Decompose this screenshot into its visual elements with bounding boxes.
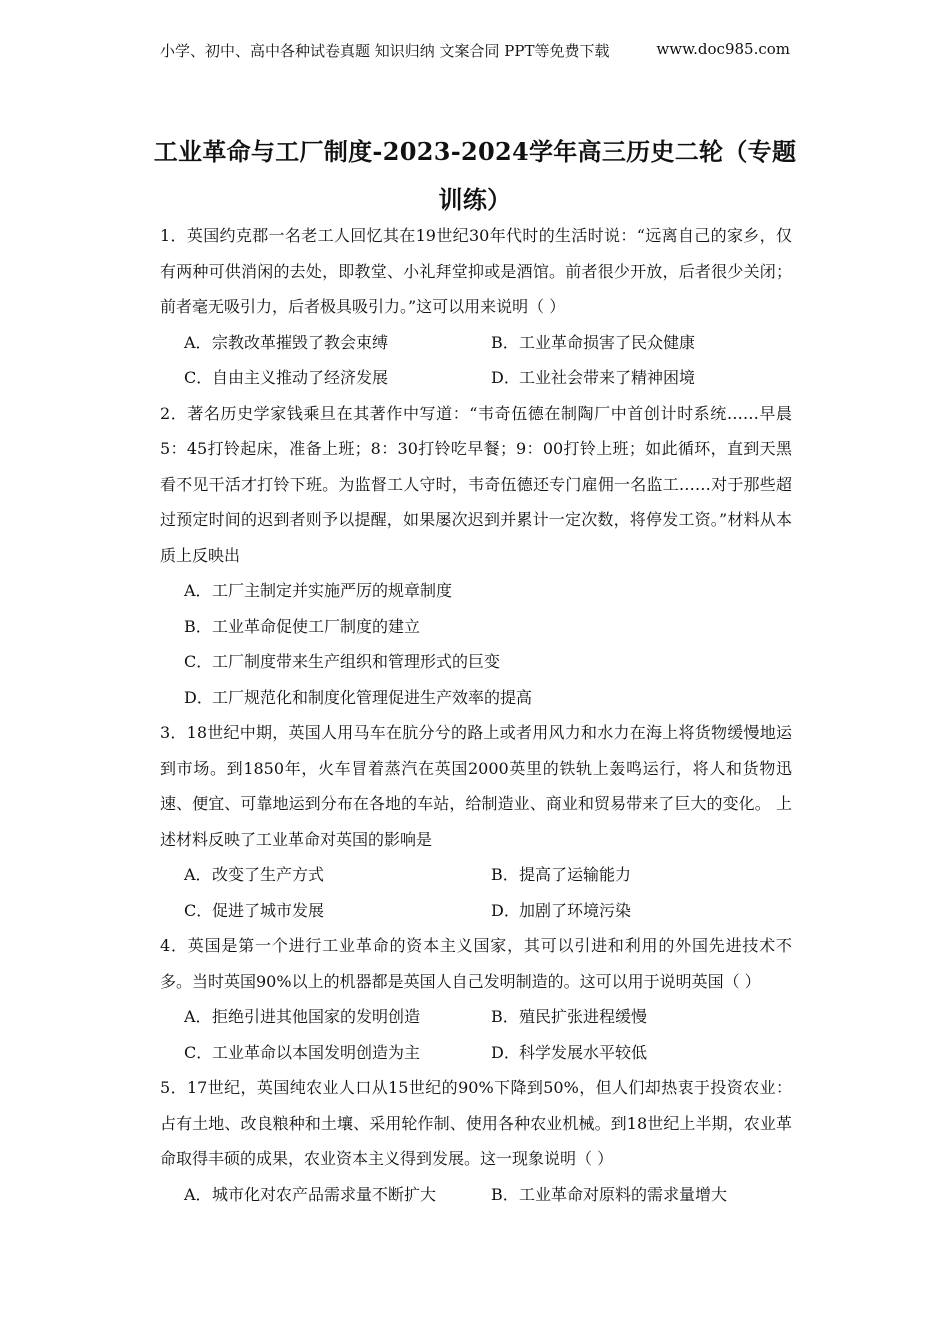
question-5-stem: 5．17世纪，英国纯农业人口从15世纪的90%下降到50%，但人们却热衷于投资农业：占有土地、改良粮种和土壤、采用轮作制、使用各种农业机械。到18世纪上半期，农业革命取得丰硕的成果，农业资本主义得到发展。这一现象说明（ ） — [160, 1078, 792, 1168]
option-text: 促进了城市发展 — [212, 900, 325, 920]
option-b[interactable] — [491, 1177, 791, 1213]
option-b[interactable] — [184, 609, 792, 645]
option-text: 改变了生产方式 — [212, 865, 325, 884]
question-2 — [160, 396, 792, 716]
question-3-stem: 3．18世纪中期，英国人用马车在肮分兮的路上或者用风力和水力在海上将货物缓慢地运到市场。到1850年，火车冒着蒸汽在英国2000英里的铁轨上轰鸣运行，将人和货物迅速、便宜、可靠地运到分布在各地的车站，给制造业、商业和贸易带来了巨大的变化。 上述材料反映了工业革命对英国的影响是 — [160, 723, 792, 849]
option-c[interactable] — [184, 644, 792, 680]
option-a[interactable] — [184, 1177, 491, 1213]
option-letter: D． — [184, 687, 213, 707]
option-d[interactable] — [491, 893, 791, 929]
option-letter: B． — [491, 865, 519, 884]
option-text: 提高了运输能力 — [519, 865, 632, 884]
question-1-stem: 1．英国约克郡一名老工人回忆其在19世纪30年代时的生活时说：“远离自己的家乡，仅有两种可供消闲的去处，即教堂、小礼拜堂抑或是酒馆。前者很少开放，后者很少关闭；前者毫无吸引力，后者极具吸引力。”这可以用来说明（ ） — [160, 226, 792, 316]
option-c[interactable] — [184, 1035, 491, 1071]
option-d[interactable] — [491, 360, 791, 396]
question-4 — [160, 928, 792, 1070]
option-letter: B． — [491, 332, 519, 352]
question-4-stem: 4．英国是第一个进行工业革命的资本主义国家，其可以引进和利用的外国先进技术不多。当时英国90%以上的机器都是英国人自己发明制造的。这可以用于说明英国（ ） — [160, 936, 792, 991]
option-letter: A． — [184, 332, 212, 352]
option-letter: D． — [491, 900, 520, 920]
option-a[interactable] — [184, 857, 491, 893]
question-1-options — [160, 325, 792, 396]
option-text: 科学发展水平较低 — [519, 1042, 648, 1062]
header-site-url[interactable]: www.doc985.com — [656, 40, 790, 58]
option-letter: C． — [184, 368, 213, 387]
question-5 — [160, 1070, 792, 1212]
option-text: 拒绝引进其他国家的发明创造 — [212, 1007, 421, 1026]
option-text: 工业革命损害了民众健康 — [519, 332, 696, 352]
option-text: 加剧了环境污染 — [519, 900, 632, 920]
question-2-stem: 2．著名历史学家钱乘旦在其著作中写道：“韦奇伍德在制陶厂中首创计时系统……早晨5：45打铃起床，准备上班；8：30打铃吃早餐；9：00打铃上班；如此循环，直到天黑看不见干活才打铃下班。为监督工人守时，韦奇伍德还专门雇佣一名监工……对于那些超过预定时间的迟到者则予以提醒，如果屡次迟到并累计一定次数，将停发工资。”材料从本质上反映出 — [160, 403, 792, 565]
option-text: 工业革命促使工厂制度的建立 — [212, 616, 421, 636]
question-5-options — [160, 1177, 792, 1213]
option-a[interactable] — [184, 999, 491, 1035]
option-d[interactable] — [491, 1035, 791, 1071]
option-text: 自由主义推动了经济发展 — [212, 368, 389, 387]
question-3 — [160, 715, 792, 928]
option-text: 工业革命以本国发明创造为主 — [212, 1042, 421, 1062]
question-list — [160, 218, 792, 1212]
option-letter: A． — [184, 581, 212, 600]
option-text: 工业社会带来了精神困境 — [519, 368, 696, 387]
option-text: 城市化对农产品需求量不断扩大 — [212, 1184, 437, 1204]
option-a[interactable] — [184, 573, 792, 609]
question-2-options — [160, 573, 792, 715]
option-text: 工业革命对原料的需求量增大 — [519, 1184, 728, 1204]
question-3-options — [160, 857, 792, 928]
option-letter: A． — [184, 1184, 212, 1204]
option-letter: A． — [184, 1007, 212, 1026]
option-d[interactable] — [184, 680, 792, 716]
option-c[interactable] — [184, 893, 491, 929]
page-header — [160, 40, 790, 62]
header-site-slogan: 小学、初中、高中各种试卷真题 知识归纳 文案合同 PPT等免费下载 — [160, 42, 610, 60]
option-letter: D． — [491, 368, 520, 387]
option-b[interactable] — [491, 325, 791, 361]
option-letter: B． — [491, 1007, 519, 1026]
option-a[interactable] — [184, 325, 491, 361]
option-letter: C． — [184, 652, 213, 671]
option-letter: B． — [184, 616, 212, 636]
option-text: 工厂规范化和制度化管理促进生产效率的提高 — [212, 687, 533, 707]
option-text: 工厂主制定并实施严厉的规章制度 — [212, 581, 453, 600]
option-text: 殖民扩张进程缓慢 — [519, 1007, 648, 1026]
option-text: 工厂制度带来生产组织和管理形式的巨变 — [212, 652, 501, 671]
option-letter: D． — [491, 1042, 520, 1062]
option-b[interactable] — [491, 857, 791, 893]
question-4-options — [160, 999, 792, 1070]
document-title: 工业革命与工厂制度-2023-2024学年高三历史二轮（专题训练） — [153, 137, 797, 214]
option-letter: C． — [184, 900, 213, 920]
option-letter: C． — [184, 1042, 213, 1062]
option-letter: A． — [184, 865, 212, 884]
option-text: 宗教改革摧毁了教会束缚 — [212, 332, 389, 352]
option-letter: B． — [491, 1184, 519, 1204]
option-b[interactable] — [491, 999, 791, 1035]
option-c[interactable] — [184, 360, 491, 396]
question-1 — [160, 218, 792, 396]
